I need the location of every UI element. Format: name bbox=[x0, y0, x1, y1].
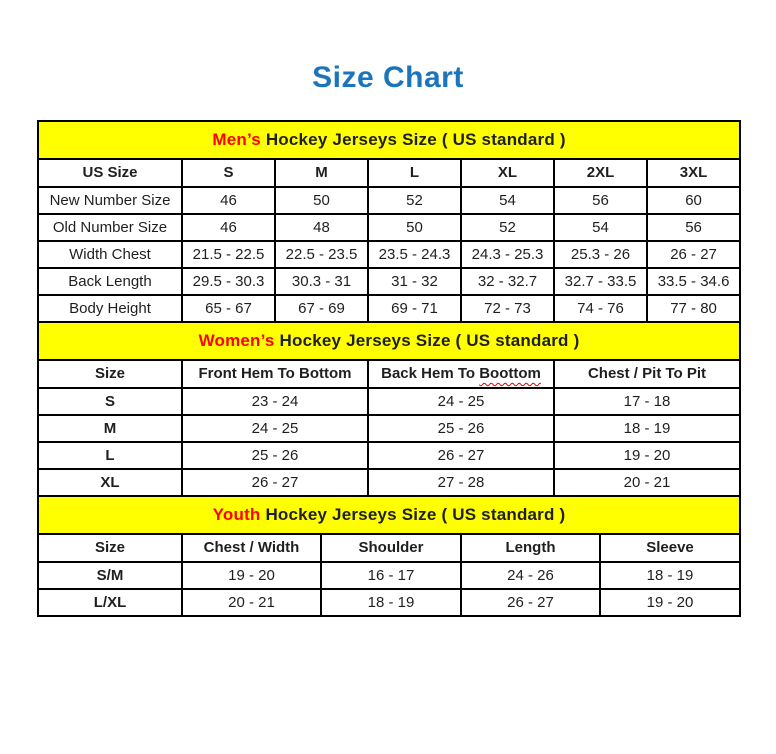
youth-row bbox=[38, 562, 740, 589]
mens-col-header-5: 2XL bbox=[554, 159, 647, 187]
size-chart-page bbox=[37, 62, 739, 617]
womens-cell: 17 - 18 bbox=[554, 388, 740, 415]
youth-col-header-2: Shoulder bbox=[321, 534, 461, 562]
misspelled-word: Boottom bbox=[479, 365, 541, 382]
youth-row-label: L/XL bbox=[38, 589, 182, 616]
womens-band-highlight: Women’s bbox=[198, 330, 275, 350]
mens-cell: 50 bbox=[275, 187, 368, 214]
youth-header-row bbox=[38, 534, 740, 562]
womens-row-label: XL bbox=[38, 469, 182, 496]
mens-row-label: Body Height bbox=[38, 295, 182, 322]
mens-col-header-3: L bbox=[368, 159, 461, 187]
youth-col-header-4: Sleeve bbox=[600, 534, 740, 562]
mens-section-band bbox=[38, 121, 740, 159]
mens-cell: 54 bbox=[461, 187, 554, 214]
womens-size-table bbox=[37, 321, 741, 497]
womens-cell: 27 - 28 bbox=[368, 469, 554, 496]
mens-cell: 67 - 69 bbox=[275, 295, 368, 322]
mens-cell: 77 - 80 bbox=[647, 295, 740, 322]
mens-cell: 32.7 - 33.5 bbox=[554, 268, 647, 295]
mens-cell: 52 bbox=[461, 214, 554, 241]
mens-cell: 22.5 - 23.5 bbox=[275, 241, 368, 268]
mens-cell: 48 bbox=[275, 214, 368, 241]
mens-cell: 54 bbox=[554, 214, 647, 241]
womens-row-label: M bbox=[38, 415, 182, 442]
youth-cell: 24 - 26 bbox=[461, 562, 600, 589]
womens-col-header-2 bbox=[368, 360, 554, 388]
mens-cell: 65 - 67 bbox=[182, 295, 275, 322]
mens-cell: 21.5 - 22.5 bbox=[182, 241, 275, 268]
mens-row bbox=[38, 268, 740, 295]
womens-cell: 24 - 25 bbox=[182, 415, 368, 442]
youth-cell: 18 - 19 bbox=[600, 562, 740, 589]
mens-col-header-6: 3XL bbox=[647, 159, 740, 187]
youth-cell: 26 - 27 bbox=[461, 589, 600, 616]
mens-cell: 30.3 - 31 bbox=[275, 268, 368, 295]
womens-cell: 24 - 25 bbox=[368, 388, 554, 415]
womens-row bbox=[38, 469, 740, 496]
youth-size-table bbox=[37, 495, 741, 617]
womens-cell: 20 - 21 bbox=[554, 469, 740, 496]
youth-cell: 19 - 20 bbox=[182, 562, 321, 589]
youth-col-header-1: Chest / Width bbox=[182, 534, 321, 562]
youth-row-label: S/M bbox=[38, 562, 182, 589]
header-text: Back Hem To bbox=[381, 365, 480, 382]
mens-cell: 31 - 32 bbox=[368, 268, 461, 295]
youth-section-band bbox=[38, 496, 740, 534]
youth-band-highlight: Youth bbox=[212, 504, 261, 524]
mens-header-row bbox=[38, 159, 740, 187]
womens-cell: 26 - 27 bbox=[368, 442, 554, 469]
mens-row bbox=[38, 214, 740, 241]
youth-cell: 19 - 20 bbox=[600, 589, 740, 616]
womens-row bbox=[38, 442, 740, 469]
womens-cell: 25 - 26 bbox=[182, 442, 368, 469]
womens-header-row bbox=[38, 360, 740, 388]
mens-row bbox=[38, 187, 740, 214]
womens-row-label: L bbox=[38, 442, 182, 469]
womens-col-header-1: Front Hem To Bottom bbox=[182, 360, 368, 388]
mens-col-header-1: S bbox=[182, 159, 275, 187]
mens-cell: 24.3 - 25.3 bbox=[461, 241, 554, 268]
womens-col-header-3: Chest / Pit To Pit bbox=[554, 360, 740, 388]
mens-cell: 26 - 27 bbox=[647, 241, 740, 268]
mens-row-label: Back Length bbox=[38, 268, 182, 295]
mens-row-label: Old Number Size bbox=[38, 214, 182, 241]
mens-cell: 29.5 - 30.3 bbox=[182, 268, 275, 295]
mens-cell: 56 bbox=[554, 187, 647, 214]
youth-band-text: Hockey Jerseys Size ( US standard ) bbox=[260, 504, 566, 524]
mens-col-header-0: US Size bbox=[38, 159, 182, 187]
womens-cell: 23 - 24 bbox=[182, 388, 368, 415]
mens-cell: 69 - 71 bbox=[368, 295, 461, 322]
mens-cell: 46 bbox=[182, 187, 275, 214]
youth-row bbox=[38, 589, 740, 616]
womens-section-band bbox=[38, 322, 740, 360]
mens-cell: 23.5 - 24.3 bbox=[368, 241, 461, 268]
mens-size-table bbox=[37, 120, 741, 323]
womens-row bbox=[38, 415, 740, 442]
mens-band-text: Hockey Jerseys Size ( US standard ) bbox=[260, 129, 566, 149]
mens-row-label: New Number Size bbox=[38, 187, 182, 214]
mens-cell: 32 - 32.7 bbox=[461, 268, 554, 295]
womens-row-label: S bbox=[38, 388, 182, 415]
mens-cell: 50 bbox=[368, 214, 461, 241]
mens-band-highlight: Men’s bbox=[212, 129, 261, 149]
mens-cell: 52 bbox=[368, 187, 461, 214]
mens-row bbox=[38, 295, 740, 322]
size-chart-tables bbox=[37, 120, 739, 617]
mens-row-label: Width Chest bbox=[38, 241, 182, 268]
mens-col-header-2: M bbox=[275, 159, 368, 187]
mens-cell: 56 bbox=[647, 214, 740, 241]
youth-col-header-3: Length bbox=[461, 534, 600, 562]
mens-col-header-4: XL bbox=[461, 159, 554, 187]
womens-col-header-0: Size bbox=[38, 360, 182, 388]
womens-cell: 19 - 20 bbox=[554, 442, 740, 469]
mens-cell: 72 - 73 bbox=[461, 295, 554, 322]
womens-band-text: Hockey Jerseys Size ( US standard ) bbox=[274, 330, 580, 350]
womens-row bbox=[38, 388, 740, 415]
youth-col-header-0: Size bbox=[38, 534, 182, 562]
youth-cell: 16 - 17 bbox=[321, 562, 461, 589]
womens-cell: 18 - 19 bbox=[554, 415, 740, 442]
mens-cell: 46 bbox=[182, 214, 275, 241]
page-title: Size Chart bbox=[312, 61, 464, 94]
mens-cell: 33.5 - 34.6 bbox=[647, 268, 740, 295]
mens-row bbox=[38, 241, 740, 268]
youth-cell: 20 - 21 bbox=[182, 589, 321, 616]
womens-cell: 25 - 26 bbox=[368, 415, 554, 442]
mens-cell: 74 - 76 bbox=[554, 295, 647, 322]
youth-cell: 18 - 19 bbox=[321, 589, 461, 616]
mens-cell: 60 bbox=[647, 187, 740, 214]
womens-cell: 26 - 27 bbox=[182, 469, 368, 496]
mens-cell: 25.3 - 26 bbox=[554, 241, 647, 268]
